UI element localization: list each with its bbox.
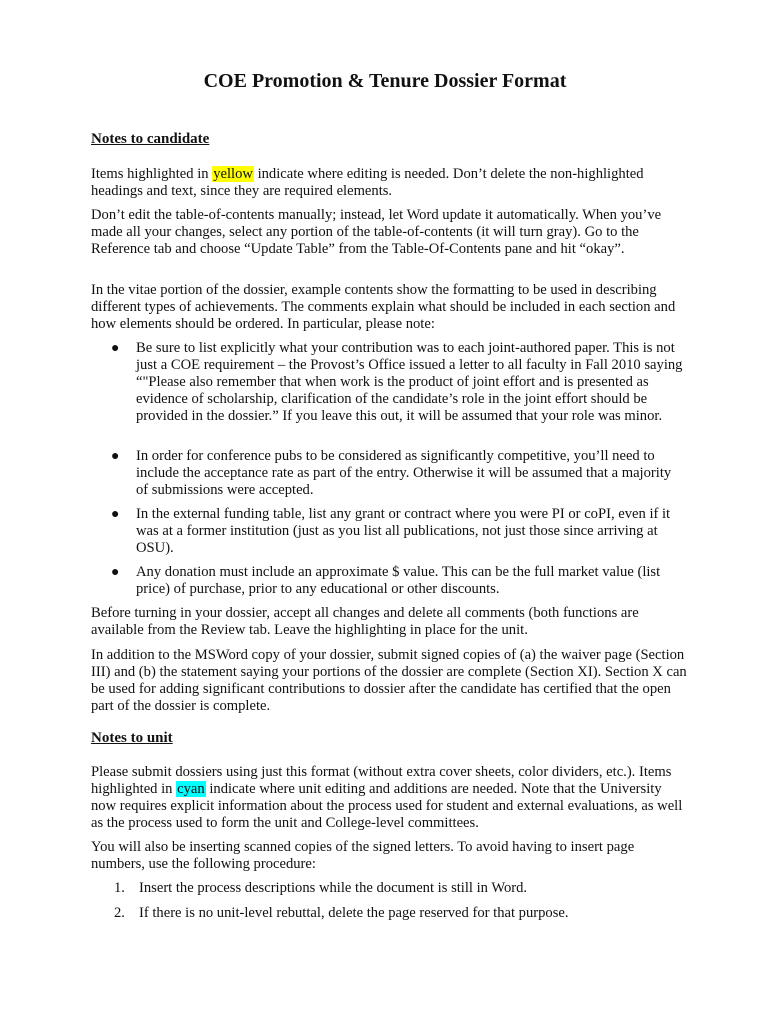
list-item-text: Be sure to list explicitly what your contribution was to each joint-authored paper. This is not just a COE requirement – the Provost’s Office issued a letter to all faculty in Fall 2010 saying “"Please also remember that when work is the product of joint effort and is presented as evidence of scholarship, clarification of the candidate’s role in the joint effort should be provided in the dossier.” If you leave this out, it will be assumed that your role was minor. [136,340,683,424]
step-number: 1. [114,880,125,896]
list-item [114,880,684,897]
list-item-text: Any donation must include an approximate $ value. This can be the full market value (list price) of purchase, prior to any educational or other discounts. [136,564,661,597]
paragraph-text: Items highlighted in [91,166,213,182]
document-title: COE Promotion & Tenure Dossier Format [203,70,567,92]
list-item [111,564,684,598]
list-item-text: Insert the process descriptions while the document is still in Word. [139,880,528,896]
paragraph-text: Please submit dossiers using just this format (without extra cover sheets, color dividers, etc.). Items highlighted in [91,764,672,797]
list-item [111,448,684,499]
list-item-text: In the external funding table, list any grant or contract where you were PI or coPI, even if it was at a former institution (just as you list all publications, not just those since arriving at OSU). [136,506,671,556]
list-item [114,905,684,922]
list-item-text: In order for conference pubs to be considered as significantly competitive, you’ll need to include the acceptance rate as part of the entry. Otherwise it will be assumed that a majority of submissions were accepted. [136,448,672,498]
candidate-paragraph-signed-copies: In addition to the MSWord copy of your dossier, submit signed copies of (a) the waiver page (Section III) and (b) the statement saying your portions of the dossier are complete (Section XI). Section X can be used for adding significant contributions to dossier after the candidate has certified that the open part of the dossier is complete. [91,647,687,714]
list-item-text: If there is no unit-level rebuttal, delete the page reserved for that purpose. [139,905,569,921]
candidate-paragraph-toc: Don’t edit the table-of-contents manually; instead, let Word update it automatically. When you’ve made all your changes, select any portion of the table-of-contents (it will turn gray). Go to the Reference tab and choose “Update Table” from the Table-Of-Contents pane and hit “okay”. [91,207,662,257]
list-item [111,340,684,425]
candidate-paragraph-highlight [91,166,687,200]
candidate-paragraph-review: Before turning in your dossier, accept all changes and delete all comments (both functions are available from the Review tab. Leave the highlighting in place for the unit. [91,605,639,638]
cyan-highlight: cyan [177,781,205,797]
paragraph-text: indicate where unit editing and additions are needed. Note that the University now requires explicit information about the process used for student and external evaluations, as well as the process used to form the unit and College-level committees. [91,781,683,831]
unit-paragraph-highlight [91,764,687,832]
bullet-icon: ● [111,507,120,522]
candidate-paragraph-vitae: In the vitae portion of the dossier, example contents show the formatting to be used in describing different types of achievements. The comments explain what should be included in each section and how elements should be ordered. In particular, please note: [91,282,676,332]
unit-paragraph-letters: You will also be inserting scanned copies of the signed letters. To avoid having to insert page numbers, use the following procedure: [91,839,635,872]
bullet-icon: ● [111,449,120,464]
step-number: 2. [114,905,125,921]
yellow-highlight: yellow [213,166,253,182]
bullet-icon: ● [111,565,120,580]
paragraph-text: indicate where editing is needed. Don’t delete the non-highlighted headings and text, since they are required elements. [91,166,644,199]
candidate-notes-heading: Notes to candidate [91,131,210,147]
list-item [111,506,684,557]
bullet-icon: ● [111,341,120,356]
unit-notes-heading: Notes to unit [91,730,173,746]
